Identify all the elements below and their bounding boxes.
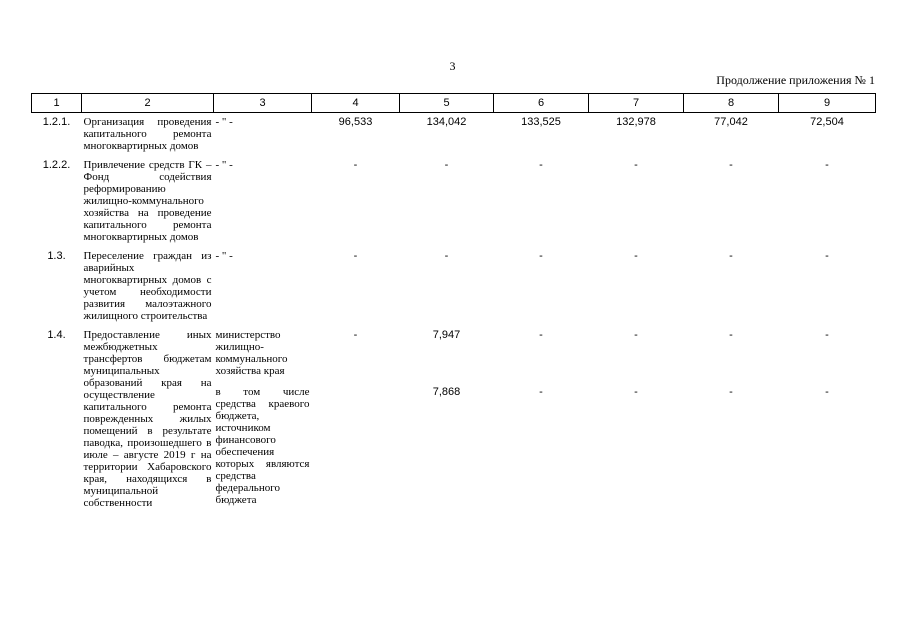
executor: министерство жилищно-коммунального хозяйства края (215, 329, 288, 377)
column-header: 6 (494, 94, 589, 113)
row-number: 1.3. (47, 250, 66, 262)
value-cell: - (634, 329, 638, 341)
value-cell: - (825, 250, 829, 262)
value-cell: 77,042 (714, 116, 748, 128)
value-cell: - (353, 250, 358, 262)
column-header: 4 (312, 94, 400, 113)
row-number: 1.2.2. (42, 159, 71, 171)
table-row (32, 247, 876, 326)
value-cell: - (353, 159, 358, 171)
table-row (32, 326, 876, 383)
value-cell: - (729, 250, 733, 262)
executor: - " - (215, 116, 233, 128)
activity-name: Предоставление иных межбюджетных трансфертов бюджетам муниципальных образований края на осуществление капитального ремонта поврежденных жилых помещений в результате паводка, произошедшего в июле – августе 2019 г на территории Хабаровского края, находящихся в муниципальной собственности (83, 329, 212, 509)
executor: - " - (215, 159, 233, 171)
value-cell: - (539, 329, 543, 341)
executor-subnote: в том числе средства краевого бюджета, источником финансового обеспечения которых являются средства федерального бюджета (215, 385, 310, 506)
table-row (32, 113, 876, 157)
executor: - " - (215, 250, 233, 262)
value-cell: 132,978 (616, 116, 656, 128)
row-number: 1.2.1. (42, 116, 71, 128)
value-cell: - (825, 329, 829, 341)
program-table (31, 93, 876, 513)
value-cell: - (634, 250, 638, 262)
value-cell (312, 383, 400, 514)
value-cell: - (353, 329, 358, 341)
value-cell: 72,504 (810, 116, 844, 128)
activity-name: Организация проведения капитального ремонта многоквартирных домов (83, 116, 212, 152)
value-cell: - (444, 159, 449, 171)
value-cell: - (729, 385, 733, 398)
page-number: 3 (449, 59, 456, 73)
column-header: 2 (82, 94, 214, 113)
value-cell: 134,042 (426, 116, 467, 128)
value-cell: 96,533 (338, 116, 373, 128)
value-cell: - (539, 159, 543, 171)
value-cell: - (825, 159, 829, 171)
column-number-row (32, 94, 876, 113)
activity-name: Переселение граждан из аварийных многоквартирных домов с учетом необходимости развития малоэтажного жилищного строительства (83, 250, 212, 322)
column-header: 8 (684, 94, 779, 113)
value-cell: 7,947 (432, 329, 461, 341)
value-cell: - (729, 159, 733, 171)
value-cell: - (444, 250, 449, 262)
value-cell: 7,868 (432, 385, 461, 398)
column-header: 9 (779, 94, 876, 113)
value-cell: - (539, 250, 543, 262)
row-number: 1.4. (47, 329, 66, 341)
value-cell: - (539, 385, 543, 398)
column-header: 5 (400, 94, 494, 113)
column-header: 7 (589, 94, 684, 113)
appendix-note: Продолжение приложения № 1 (716, 73, 875, 87)
value-cell: - (634, 159, 638, 171)
table-row (32, 156, 876, 247)
value-cell: - (729, 329, 733, 341)
activity-name: Привлечение средств ГК – Фонд содействия реформированию жилищно-коммунального хозяйства на проведение капитального ремонта многоквартирных домов (83, 159, 212, 243)
column-header: 1 (32, 94, 82, 113)
column-header: 3 (214, 94, 312, 113)
value-cell: - (825, 385, 829, 398)
value-cell: - (634, 385, 638, 398)
value-cell: 133,525 (521, 116, 561, 128)
